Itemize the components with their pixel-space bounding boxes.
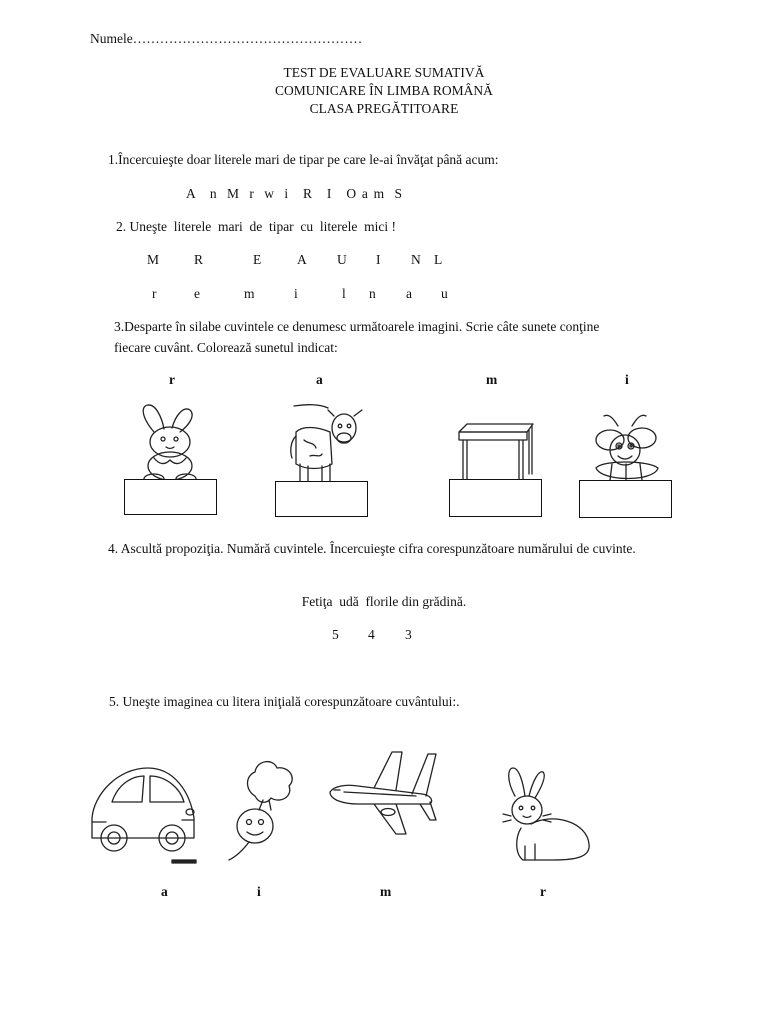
q3-instruction-line1: 3.Desparte în silabe cuvintele ce denumesc următoarele imagini. Scrie câte sunete conţine <box>114 319 600 334</box>
q3-instruction-line2: fiecare cuvânt. Colorează sunetul indicat: <box>114 340 338 355</box>
q3-answer-box-4[interactable] <box>579 480 672 518</box>
q5-instruction: 5. Uneşte imaginea cu litera iniţială corespunzătoare cuvântului:. <box>109 694 460 709</box>
q4-number-5[interactable]: 5 <box>332 627 339 642</box>
q2-upper-A: A <box>297 252 307 267</box>
q2-upper-L: L <box>434 252 443 267</box>
q3-answer-box-2[interactable] <box>275 481 368 517</box>
q5-letter-m[interactable]: m <box>380 884 392 899</box>
cow-icon <box>286 402 370 492</box>
title-line-3: CLASA PREGĂTITOARE <box>309 101 459 116</box>
q2-lower-r: r <box>152 286 157 301</box>
rabbit-icon <box>503 766 595 862</box>
q5-letter-r[interactable]: r <box>540 884 546 899</box>
q2-instruction: 2. Uneşte literele mari de tipar cu literele mici ! <box>116 219 397 234</box>
rabbit-icon <box>132 402 212 486</box>
q2-lower-i: i <box>294 286 298 301</box>
q2-upper-M: M <box>147 252 160 267</box>
q4-sentence: Fetiţa udă florile din grădină. <box>301 594 467 609</box>
q5-letter-i[interactable]: i <box>257 884 261 899</box>
title-line-1: TEST DE EVALUARE SUMATIVĂ <box>283 65 485 80</box>
q2-upper-E: E <box>253 252 262 267</box>
q3-sound-m: m <box>486 372 498 387</box>
q2-lower-n: n <box>369 286 376 301</box>
q3-answer-box-1[interactable] <box>124 479 217 515</box>
q2-upper-U: U <box>337 252 347 267</box>
q3-sound-a: a <box>316 372 323 387</box>
title-line-2: COMUNICARE ÎN LIMBA ROMÂNĂ <box>275 83 493 98</box>
q1-instruction: 1.Încercuieşte doar literele mari de tipar pe care le-ai învăţat până acum: <box>108 152 499 167</box>
q3-sound-r: r <box>169 372 175 387</box>
q4-instruction: 4. Ascultă propoziţia. Numără cuvintele. Încercuieşte cifra corespunzătoare numărului de cuvinte. <box>108 541 636 556</box>
airplane-icon <box>326 748 438 836</box>
car-icon <box>88 758 200 866</box>
q2-lower-l: l <box>342 286 346 301</box>
q1-letters: A n M r w i R I O a m S <box>186 186 404 201</box>
bee-icon <box>588 410 668 486</box>
q2-lower-a: a <box>406 286 412 301</box>
q4-number-4[interactable]: 4 <box>368 627 375 642</box>
q2-upper-R: R <box>194 252 204 267</box>
radish-icon <box>219 756 299 862</box>
q2-lower-e: e <box>194 286 200 301</box>
q2-lower-m: m <box>244 286 255 301</box>
q3-sound-i: i <box>625 372 629 387</box>
q2-lower-u: u <box>441 286 448 301</box>
q5-letter-a[interactable]: a <box>161 884 168 899</box>
q4-number-3[interactable]: 3 <box>405 627 412 642</box>
q2-upper-I: I <box>376 252 381 267</box>
q3-answer-box-3[interactable] <box>449 479 542 517</box>
q2-upper-N: N <box>411 252 421 267</box>
name-line: Numele…………………………………………… <box>90 31 363 46</box>
